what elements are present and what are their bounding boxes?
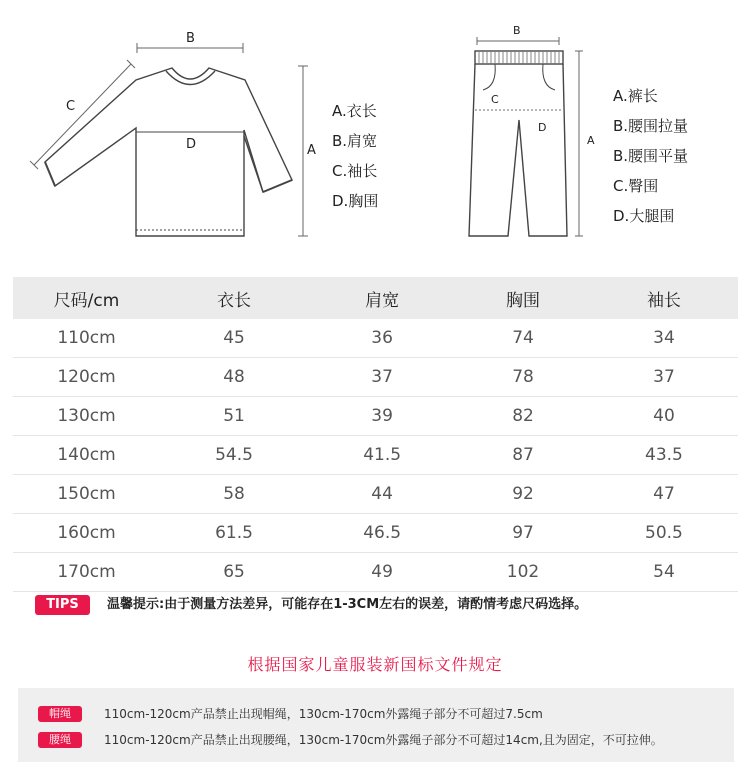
shirt-label-d: D <box>186 137 197 152</box>
cell-chest: 97 <box>456 514 590 553</box>
cell-size: 140cm <box>13 436 160 475</box>
legend-item: A.衣长 <box>332 102 377 120</box>
cell-length: 51 <box>160 397 308 436</box>
shirt-measure-lines <box>30 43 308 236</box>
cell-shoulder: 36 <box>308 319 456 358</box>
cell-sleeve: 43.5 <box>590 436 738 475</box>
cell-shoulder: 46.5 <box>308 514 456 553</box>
legend-item: B.腰围拉量 <box>613 117 689 135</box>
cell-length: 65 <box>160 553 308 592</box>
pants-label-c: C <box>491 93 499 106</box>
header-length: 衣长 <box>160 277 308 319</box>
pants-outline <box>469 51 567 236</box>
cell-shoulder: 49 <box>308 553 456 592</box>
cell-chest: 82 <box>456 397 590 436</box>
header-shoulder: 肩宽 <box>308 277 456 319</box>
cell-size: 110cm <box>13 319 160 358</box>
pants-legend <box>613 81 688 231</box>
pants-label-d: D <box>538 121 547 134</box>
cell-sleeve: 37 <box>590 358 738 397</box>
header-sleeve: 袖长 <box>590 277 738 319</box>
cell-length: 45 <box>160 319 308 358</box>
table-row <box>13 436 738 475</box>
cell-chest: 102 <box>456 553 590 592</box>
waistband-ribbing <box>479 52 559 63</box>
shirt-diagram <box>0 0 330 265</box>
cell-shoulder: 39 <box>308 397 456 436</box>
shirt-label-c: C <box>66 99 76 114</box>
cell-sleeve: 50.5 <box>590 514 738 553</box>
shirt-outline <box>45 68 292 236</box>
cell-shoulder: 41.5 <box>308 436 456 475</box>
header-size: 尺码/cm <box>13 277 160 319</box>
cell-chest: 87 <box>456 436 590 475</box>
cell-sleeve: 40 <box>590 397 738 436</box>
standard-title: 根据国家儿童服装新国标文件规定 <box>247 655 503 674</box>
legend-item: B.肩宽 <box>332 132 378 150</box>
legend-item: B.腰围平量 <box>613 147 689 165</box>
tips-text: 温馨提示:由于测量方法差异，可能存在1-3CM左右的误差，请酌情考虑尺码选择。 <box>107 597 588 612</box>
cell-size: 160cm <box>13 514 160 553</box>
rule-badge: 腰绳 <box>38 732 82 748</box>
rule-text: 110cm-120cm产品禁止出现腰绳，130cm-170cm外露绳子部分不可超过14cm,且为固定，不可拉伸。 <box>104 733 663 747</box>
rule-badge: 帽绳 <box>38 706 82 722</box>
cell-length: 61.5 <box>160 514 308 553</box>
garment-diagrams <box>0 0 750 265</box>
size-table <box>13 277 738 592</box>
cell-sleeve: 54 <box>590 553 738 592</box>
cell-size: 150cm <box>13 475 160 514</box>
header-chest: 胸围 <box>456 277 590 319</box>
cell-chest: 78 <box>456 358 590 397</box>
table-row <box>13 514 738 553</box>
tips-badge: TIPS <box>35 595 90 615</box>
cell-size: 120cm <box>13 358 160 397</box>
cell-size: 130cm <box>13 397 160 436</box>
legend-item: C.臀围 <box>613 177 659 195</box>
cell-shoulder: 37 <box>308 358 456 397</box>
cell-chest: 74 <box>456 319 590 358</box>
standard-rules-panel <box>18 688 734 762</box>
table-row <box>13 553 738 592</box>
shirt-legend <box>332 96 378 216</box>
cell-sleeve: 34 <box>590 319 738 358</box>
legend-item: D.胸围 <box>332 192 379 210</box>
pants-label-a: A <box>587 134 595 147</box>
table-header-row <box>13 277 738 319</box>
cell-length: 54.5 <box>160 436 308 475</box>
cell-chest: 92 <box>456 475 590 514</box>
cell-size: 170cm <box>13 553 160 592</box>
shirt-label-a: A <box>307 143 316 158</box>
pants-measure-lines <box>477 37 583 236</box>
pants-diagram <box>455 0 605 265</box>
table-row <box>13 397 738 436</box>
legend-item: D.大腿围 <box>613 207 675 225</box>
legend-item: A.裤长 <box>613 87 658 105</box>
shirt-label-b: B <box>186 31 195 46</box>
cell-shoulder: 44 <box>308 475 456 514</box>
table-row <box>13 319 738 358</box>
cell-length: 48 <box>160 358 308 397</box>
table-row <box>13 475 738 514</box>
cell-length: 58 <box>160 475 308 514</box>
cell-sleeve: 47 <box>590 475 738 514</box>
table-row <box>13 358 738 397</box>
pants-label-b: B <box>513 24 521 37</box>
legend-item: C.袖长 <box>332 162 378 180</box>
rule-text: 110cm-120cm产品禁止出现帽绳，130cm-170cm外露绳子部分不可超过7.5cm <box>104 707 543 721</box>
